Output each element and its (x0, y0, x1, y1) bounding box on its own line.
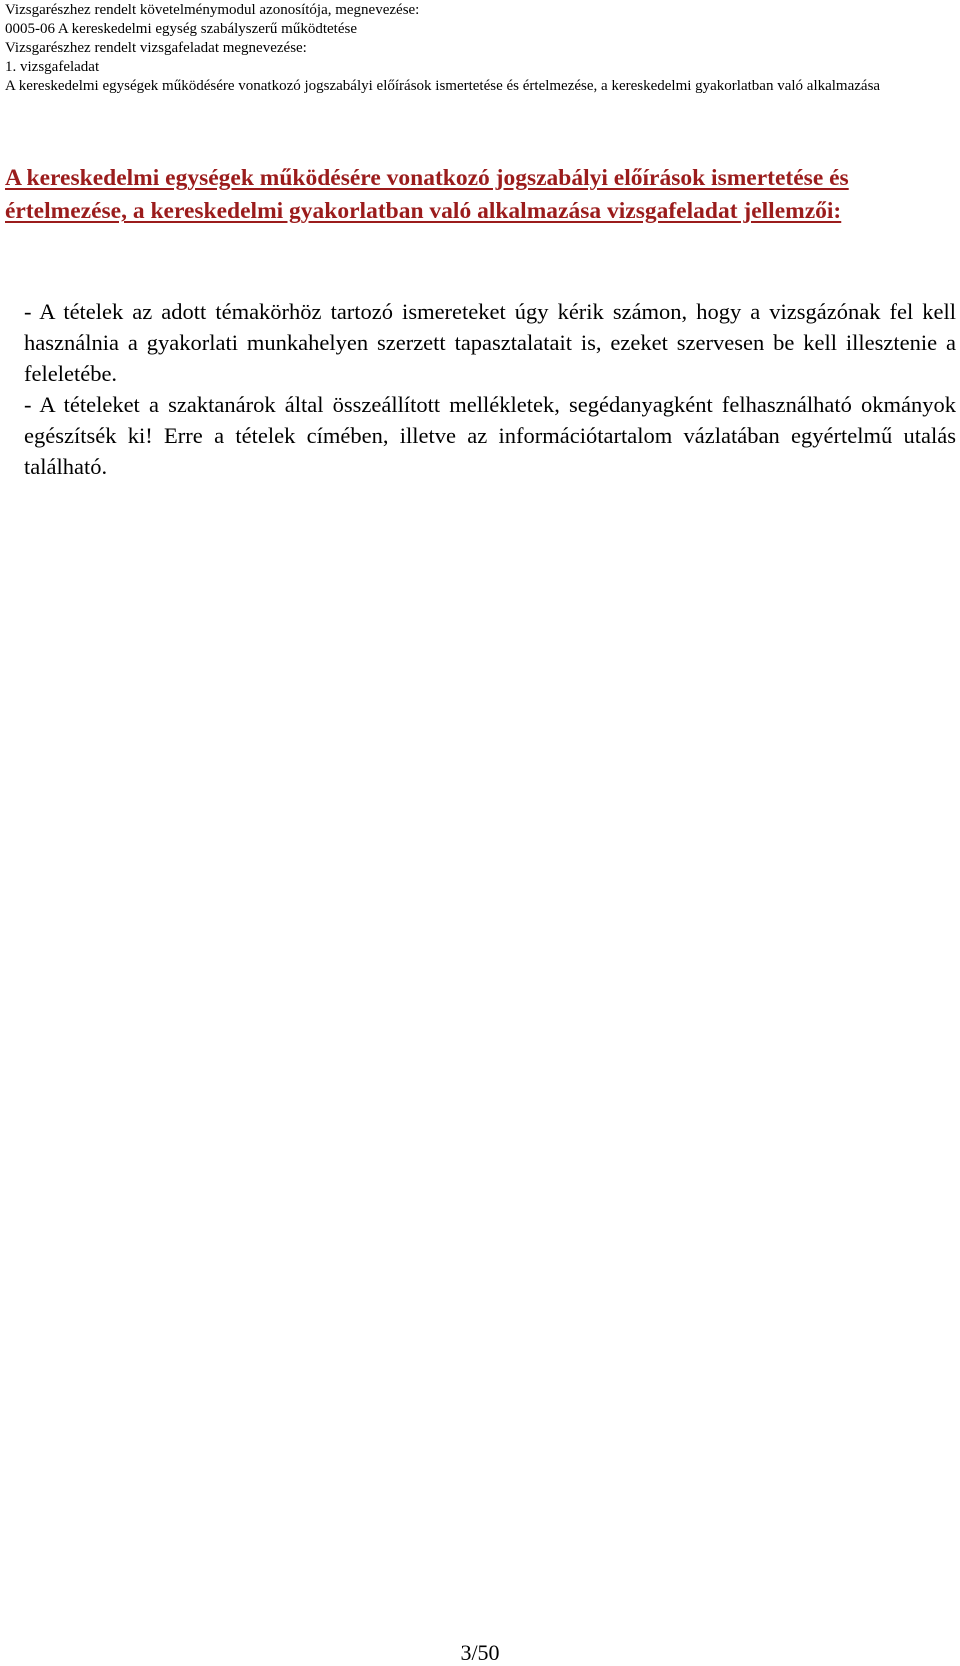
header-line-module-name: 0005-06 A kereskedelmi egység szabályszerű működtetése (5, 21, 357, 37)
section-title: A kereskedelmi egységek működésére vonatkozó jogszabályi előírások ismertetése és értelmezése, a kereskedelmi gyakorlatban való alkalmazása vizsgafeladat jellemzői: (5, 165, 849, 224)
page-number: 3/50 (460, 1640, 500, 1665)
paragraph-1: - A tételek az adott témakörhöz tartozó ismereteket úgy kérik számon, hogy a vizsgázónak fel kell használnia a gyakorlati munkahelyen szerzett tapasztalatait is, ezeket szervesen be kell illesztenie a feleletébe. (24, 299, 956, 386)
body-text (24, 296, 956, 482)
header-line-task-name: A kereskedelmi egységek működésére vonatkozó jogszabályi előírások ismertetése és értelmezése, a kereskedelmi gyakorlatban való alkalmazása (5, 78, 881, 94)
header-line-task-number: 1. vizsgafeladat (5, 59, 100, 75)
document-header (5, 1, 920, 96)
header-line-module-label: Vizsgarészhez rendelt követelménymodul azonosítója, megnevezése: (5, 2, 420, 18)
header-line-task-label: Vizsgarészhez rendelt vizsgafeladat megnevezése: (5, 40, 307, 56)
paragraph-2: - A tételeket a szaktanárok által összeállított mellékletek, segédanyagként felhasználható okmányok egészítsék ki! Erre a tételek címében, illetve az információtartalom vázlatában egyértelmű utalás található. (24, 392, 956, 479)
